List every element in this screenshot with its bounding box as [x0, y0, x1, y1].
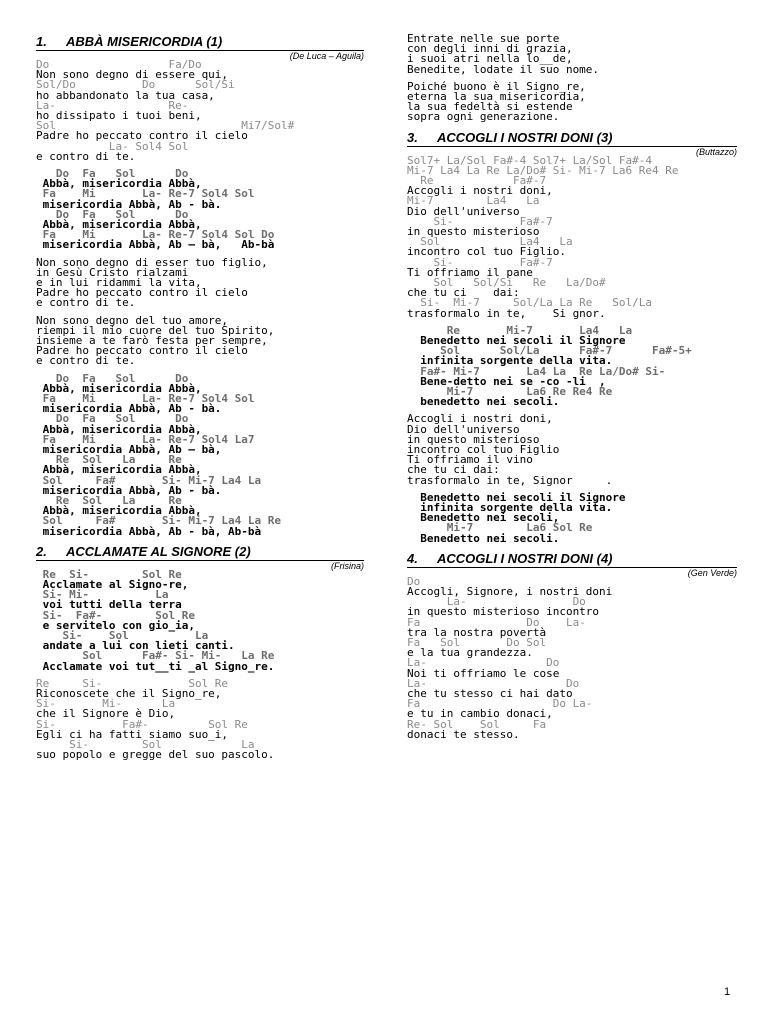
lyric-line: Benedetto nei secoli il Signore — [407, 490, 626, 504]
lyric-line: Non sono degno di esser tuo figlio, — [36, 255, 268, 269]
chord-line: Do — [407, 574, 421, 588]
lyric-line: con degli inni di grazia, — [407, 42, 573, 56]
lyric-line: insieme a te farò festa per sempre, — [36, 334, 268, 347]
lyric-line: Noi ti offriamo le cose — [407, 666, 560, 680]
chord-line: Sol7+ La/Sol Fa#-4 Sol7+ La/Sol Fa#-4 — [407, 153, 653, 167]
chord-line: Re Sol La Re — [36, 453, 182, 467]
lyric-line: Padre ho peccato contro il cielo — [36, 286, 248, 300]
song-number: 3. — [407, 129, 418, 145]
lyric-line: Ti offriamo il vino — [407, 453, 533, 467]
lyric-line: misericordia Abbà, Ab – bà, Ab-bà — [36, 238, 275, 252]
lyric-line: sopra ogni generazione. — [407, 110, 560, 124]
song-title-text: ACCLAMATE AL SIGNORE (2) — [66, 543, 251, 559]
lyric-line: che tu stesso ci hai dato — [407, 687, 573, 700]
song-title-text: ACCOGLI I NOSTRI DONI (4) — [437, 550, 613, 566]
lyric-line: Acclamate voi tut__ti _al Signo_re. — [36, 659, 275, 673]
chord-line: Fa Do La- — [407, 697, 593, 711]
lyric-line: misericordia Abbà, Ab - bà. — [36, 483, 222, 497]
lyric-line: Dio dell'universo — [407, 204, 520, 218]
lyric-line: in questo misterioso — [407, 432, 540, 446]
song-title — [36, 544, 251, 559]
lyric-line: Benedetto nei secoli, — [407, 511, 560, 525]
chord-line: Re Si- Sol Re — [36, 567, 182, 581]
lyric-line: tra la nostra povertà — [407, 625, 547, 639]
chord-line: La- Sol4 Sol — [36, 139, 189, 153]
lyric-line: Benedetto nei secoli. — [407, 531, 560, 545]
chord-line: La- Do — [407, 656, 560, 670]
lyric-line: in Gesù Cristo rialzami — [36, 265, 189, 279]
lyric-line: Entrate nelle sue porte — [407, 32, 560, 45]
lyric-line: incontro col tuo Figlio — [407, 443, 560, 456]
chord-line: Do Fa Sol Do — [36, 371, 189, 385]
lyric-line: infinita sorgente della vita. — [407, 501, 613, 514]
lyric-line: Benedetto nei secoli il Signore — [407, 334, 626, 347]
chord-line: La- Do — [407, 676, 580, 690]
song-title — [407, 551, 613, 566]
chord-line: Re Sol La Re — [36, 494, 182, 507]
lyric-line: e contro di te. — [36, 149, 136, 163]
song-author: (Frisina) — [36, 560, 364, 571]
chord-line: Fa Mi La- Re-7 Sol4 Sol — [36, 392, 255, 405]
chord-line: Si- Mi- La — [36, 697, 176, 711]
lyric-line: Riconoscete che il Signo_re, — [36, 687, 222, 700]
lyric-line: misericordia Abbà, Ab - bà, Ab-bà — [36, 524, 262, 538]
lyric-line: Abbà, misericordia Abbà, — [36, 177, 202, 191]
chord-line: Re- Sol Sol Fa — [407, 717, 547, 731]
lyric-line: Egli ci ha fatti siamo suo_i, — [36, 727, 229, 741]
lyric-line: Accogli i nostri doni, — [407, 412, 553, 426]
chord-line: La- Re- — [36, 98, 189, 112]
song-title-text: ABBÀ MISERICORDIA (1) — [66, 34, 223, 49]
chord-line: Si- Sol La — [36, 738, 255, 751]
lyric-line: misericordia Abbà, Ab – bà, — [36, 443, 222, 456]
lyric-line: misericordia Abbà, Ab - bà. — [36, 402, 222, 416]
lyric-line: in questo misterioso incontro — [407, 605, 600, 619]
song-title — [407, 130, 613, 145]
song-author: (Buttazzo) — [407, 146, 737, 157]
chord-line: Si- Mi-7 Sol/La La Re Sol/La — [407, 296, 653, 310]
chord-line: Sol Sol/Si Re La/Do# — [407, 276, 606, 289]
lyric-line: e in lui ridammi la vita, — [36, 276, 202, 289]
lyric-line: ho abbandonato la tua casa, — [36, 88, 215, 102]
lyric-line: infinita sorgente della vita. — [407, 354, 613, 368]
page-number: 1 — [724, 986, 731, 998]
lyric-line: eterna la sua misericordia, — [407, 90, 586, 103]
lyric-line: trasformalo in te, Si gnor. — [407, 306, 606, 320]
lyric-line: Poiché buono è il Signo_re, — [407, 79, 586, 93]
chord-line: Re Si- Sol Re — [36, 676, 229, 690]
chord-line: Fa Do La- — [407, 615, 586, 629]
lyric-line: Accogli, Signore, i nostri doni — [407, 585, 613, 598]
chord-line: Si- Sol La — [36, 629, 209, 642]
lyric-line: che tu ci dai: — [407, 463, 500, 477]
lyric-line: che tu ci dai: — [407, 286, 520, 300]
chord-line: Sol Fa# Si- Mi-7 La4 La — [36, 473, 262, 487]
chord-line: La- Do — [407, 595, 586, 609]
chord-line: Si- Fa#-7 — [407, 214, 553, 228]
lyric-line: voi tutti della terra — [36, 598, 182, 612]
chord-line: Mi-7 La4 La — [407, 194, 540, 208]
lyric-line: in questo misterioso — [407, 225, 540, 238]
song-author: (Gen Verde) — [407, 567, 737, 578]
chord-line: Sol Fa# Si- Mi-7 La4 La Re — [36, 514, 282, 528]
chord-line: Re Fa#-7 — [407, 174, 547, 187]
chord-line: Mi-7 La4 La Re La/Do# Si- Mi-7 La6 Re4 Re — [407, 163, 679, 177]
chord-line: Fa Sol Do Sol — [407, 636, 547, 649]
chord-line: Fa#- Mi-7 La4 La Re La/Do# Si- — [407, 364, 666, 378]
chord-line: Sol Fa#- Si- Mi- La Re — [36, 649, 275, 663]
lyric-line: ho dissipato i tuoi beni, — [36, 109, 202, 122]
lyric-line: e servitelo con gio_ia, — [36, 618, 195, 632]
chord-line: Do Fa Sol Do — [36, 207, 189, 221]
lyric-line: andate a lui con lieti canti. — [36, 639, 235, 653]
chord-line: Do Fa Sol Do — [36, 167, 189, 180]
song-number: 2. — [36, 543, 47, 559]
chord-line: Si- Fa#-7 — [407, 255, 553, 269]
chord-line: Do Fa Sol Do — [36, 412, 189, 426]
song-author: (De Luca – Aguila) — [36, 50, 364, 61]
lyric-line: Benedite, lodate il suo nome. — [407, 62, 600, 76]
chord-line: Fa Mi La- Re-7 Sol4 Sol — [36, 187, 255, 201]
lyric-line: che il Signore è Dio, — [36, 707, 176, 721]
lyric-line: donaci te stesso. — [407, 727, 520, 741]
lyric-line: Ti offriamo il pane — [407, 265, 533, 279]
lyric-line: trasformalo in te, Signor . — [407, 473, 613, 487]
chord-line: Sol Mi7/Sol# — [36, 119, 295, 133]
chord-line: Do Fa/Do — [36, 58, 202, 71]
song-title-text: ACCOGLI I NOSTRI DONI (3) — [437, 129, 613, 145]
lyric-line: incontro col tuo Figlio. — [407, 245, 566, 259]
lyric-line: e tu in cambio donaci, — [407, 707, 553, 721]
chord-line: Fa Mi La- Re-7 Sol4 La7 — [36, 432, 255, 446]
lyric-line: Abbà, misericordia Abbà, — [36, 381, 202, 395]
lyric-line: Bene-detto nei se -co -li , — [407, 374, 606, 388]
lyric-line: Non sono degno del tuo amore, — [36, 313, 229, 327]
lyric-line: Acclamate al Signo-re, — [36, 578, 189, 591]
lyric-line: riempi il mio cuore del tuo Spirito, — [36, 323, 275, 337]
chord-line: Fa Mi La- Re-7 Sol4 Sol Do — [36, 228, 275, 242]
chord-line: Si- Fa#- Sol Re — [36, 608, 195, 622]
lyric-line: Abbà, misericordia Abbà, — [36, 463, 202, 477]
chord-line: Sol Sol/La Fa#-7 Fa#-5+ — [407, 344, 692, 358]
song-number: 4. — [407, 550, 418, 566]
lyric-line: suo popolo e gregge del suo pascolo. — [36, 748, 275, 762]
lyric-line: i suoi atri nella lo__de, — [407, 52, 573, 66]
lyric-line: Dio dell'universo — [407, 422, 520, 436]
chord-line: Sol La4 La — [407, 235, 573, 249]
lyric-line: benedetto nei secoli. — [407, 395, 560, 409]
lyric-line: e la tua grandezza. — [407, 646, 533, 660]
lyric-line: Abbà, misericordia Abbà, — [36, 422, 202, 436]
lyric-line: Accogli i nostri doni, — [407, 184, 553, 198]
song-number: 1. — [36, 34, 47, 49]
chord-line: Si- Mi- La — [36, 588, 169, 602]
song-title — [36, 34, 222, 49]
chord-line: Si- Fa#- Sol Re — [36, 717, 248, 731]
lyric-line: Abbà, misericordia Abbà, — [36, 504, 202, 518]
lyric-line: la sua fedeltà si estende — [407, 100, 573, 114]
chord-line: Mi-7 La6 Sol Re — [407, 521, 593, 535]
lyric-line: e contro di te. — [36, 296, 136, 310]
chord-line: Re Mi-7 La4 La — [407, 323, 633, 337]
lyric-line: Abbà, misericordia Abbà, — [36, 218, 202, 231]
chord-line: Mi-7 La6 Re Re4 Re — [407, 385, 613, 398]
lyric-line: Padre ho peccato contro il cielo — [36, 129, 248, 143]
lyric-line: Non sono degno di essere qui, — [36, 68, 229, 82]
lyric-line: Padre ho peccato contro il cielo — [36, 344, 248, 358]
lyric-line: misericordia Abbà, Ab - bà. — [36, 197, 222, 211]
chord-line: Sol/Do Do Sol/Si — [36, 78, 235, 92]
lyric-line: e contro di te. — [36, 354, 136, 368]
